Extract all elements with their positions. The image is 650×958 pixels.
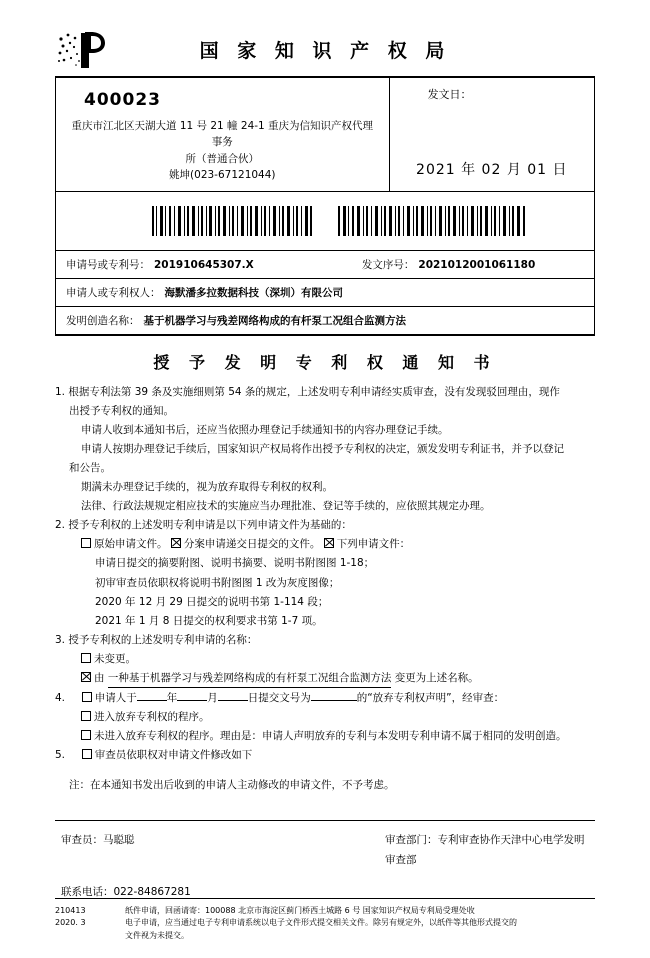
department-label: 审查部门： bbox=[385, 834, 438, 847]
phone-label: 联系电话： bbox=[61, 886, 114, 899]
checkbox-title-unchanged[interactable] bbox=[81, 653, 91, 663]
document-header bbox=[55, 28, 595, 78]
dispatch-number-value: 2021012001061180 bbox=[418, 259, 536, 272]
postcode: 400023 bbox=[84, 90, 161, 110]
notice-body bbox=[55, 383, 595, 794]
checkbox-examiner-amendment[interactable] bbox=[82, 749, 92, 759]
address-line-1: 重庆市江北区天湖大道 11 号 21 幢 24-1 重庆为信知识产权代理事务 bbox=[71, 120, 374, 149]
issue-date-cell bbox=[390, 78, 594, 191]
examiner-label: 审查员： bbox=[61, 834, 103, 847]
item4-text-a: 申请人于 bbox=[94, 691, 137, 704]
examiner-field bbox=[61, 831, 135, 851]
invention-label: 发明创造名称： bbox=[66, 315, 140, 328]
barcode-row bbox=[56, 192, 594, 251]
field-row-numbers bbox=[56, 251, 594, 279]
option-original-label: 原始申请文件。 bbox=[94, 538, 168, 551]
address-line-3: 姚坤(023-67121044) bbox=[169, 168, 276, 181]
department-value-2: 审查部 bbox=[385, 853, 417, 866]
doc-line-3: 2020 年 12 月 29 日提交的说明书第 1-114 段； bbox=[95, 595, 329, 608]
examiner-name: 马聪聪 bbox=[103, 834, 135, 847]
applicant-value: 海默潘多拉数据科技（深圳）有限公司 bbox=[164, 287, 343, 300]
field-row-invention bbox=[56, 307, 594, 335]
waiver-docno-blank[interactable] bbox=[311, 700, 357, 701]
item1-para2b: 和公告。 bbox=[69, 462, 111, 475]
checkbox-not-enter-waiver[interactable] bbox=[81, 730, 91, 740]
item4-text-d: 日提交文号为 bbox=[247, 691, 311, 704]
item4-option1-label: 进入放弃专利权的程序。 bbox=[94, 710, 210, 723]
checkbox-divisional-documents[interactable] bbox=[171, 538, 181, 548]
footer-text-3: 文件视为未提交。 bbox=[125, 930, 189, 940]
checkbox-original-documents[interactable] bbox=[81, 538, 91, 548]
gov-title: 国 家 知 识 产 权 局 bbox=[199, 40, 451, 62]
field-row-applicant bbox=[56, 279, 594, 307]
option-unchanged-label: 未变更。 bbox=[94, 652, 136, 665]
item5-line bbox=[55, 746, 595, 764]
footer-text bbox=[125, 905, 595, 942]
issue-date-label: 发文日： bbox=[427, 88, 472, 101]
checkbox-title-changed[interactable] bbox=[81, 672, 91, 682]
changed-original-title: 一种基于机器学习与残差网络构成的有杆泵工况组合监测方法 bbox=[108, 669, 392, 688]
footer-code-1: 210413 bbox=[55, 905, 86, 915]
notice-note: 注：在本通知书发出后收到的申请人主动修改的申请文件，不予考虑。 bbox=[69, 779, 395, 791]
item3-heading: 3. 授予专利权的上述发明专利申请的名称： bbox=[55, 633, 258, 646]
application-number-value: 201910645307.X bbox=[154, 259, 254, 272]
option-changed-prefix: 由 bbox=[94, 671, 105, 684]
item4-text-c: 月 bbox=[207, 691, 218, 704]
item4-text-e: 的“放弃专利权声明”，经审查： bbox=[356, 691, 505, 704]
footer-text-1: 纸件申请，回函请寄：100088 北京市海淀区蓟门桥西土城路 6 号 国家知识产权局专利局受理处收 bbox=[125, 905, 475, 915]
invention-field bbox=[56, 313, 416, 328]
option-following-label: 下列申请文件： bbox=[336, 538, 411, 551]
invention-value: 基于机器学习与残差网络构成的有杆泵工况组合监测方法 bbox=[143, 315, 406, 328]
item3-option-unchanged bbox=[55, 650, 595, 668]
phone-value: 022-84867281 bbox=[113, 886, 191, 899]
item4-number: 4. bbox=[55, 691, 66, 704]
item1-para3: 期满未办理登记手续的，视为放弃取得专利权的权利。 bbox=[81, 481, 333, 494]
item1-line1: 1. 根据专利法第 39 条及实施细则第 54 条的规定，上述发明专利申请经实质审查，没有发现驳回理由，现作 bbox=[55, 386, 560, 399]
footer-codes bbox=[55, 905, 107, 942]
item5-label: 审查员依职权对申请文件修改如下 bbox=[94, 748, 253, 761]
dispatch-number-label: 发文序号： bbox=[361, 259, 415, 272]
footer-text-2: 电子申请，应当通过电子专利申请系统以电子文件形式提交相关文件。除另有规定外，以纸件等其他形式提交的 bbox=[125, 918, 517, 928]
address-line-2: 所（普通合伙） bbox=[185, 152, 260, 165]
doc-line-4: 2021 年 1 月 8 日提交的权利要求书第 1-7 项。 bbox=[95, 614, 323, 627]
checkbox-following-documents[interactable] bbox=[324, 538, 334, 548]
signature-block bbox=[55, 820, 595, 905]
document-footer bbox=[55, 898, 595, 942]
applicant-field bbox=[56, 285, 353, 300]
notice-frame bbox=[55, 78, 595, 336]
option-changed-suffix: 变更为上述名称。 bbox=[394, 671, 479, 684]
waiver-month-blank[interactable] bbox=[177, 700, 207, 701]
footer-code-2: 2020. 3 bbox=[55, 918, 86, 928]
item4-text-b: 年 bbox=[166, 691, 178, 704]
waiver-day-blank[interactable] bbox=[218, 700, 248, 701]
page-title: 授 予 发 明 专 利 权 通 知 书 bbox=[153, 353, 497, 373]
checkbox-waiver-statement[interactable] bbox=[82, 692, 92, 702]
item2-options bbox=[55, 535, 595, 553]
item2-heading: 2. 授予专利权的上述发明专利申请是以下列申请文件为基础的： bbox=[55, 519, 352, 532]
dispatch-number-field bbox=[352, 257, 594, 272]
waiver-year-blank[interactable] bbox=[137, 700, 167, 701]
department-field bbox=[385, 831, 585, 871]
item4-option-2 bbox=[55, 727, 595, 745]
barcode-icon-right bbox=[338, 206, 498, 236]
barcode-icon-left bbox=[152, 206, 312, 236]
item4-line bbox=[55, 689, 595, 707]
item1-para2: 申请人按期办理登记手续后，国家知识产权局将作出授予专利权的决定，颁发发明专利证书，并予以登记 bbox=[81, 443, 564, 456]
doc-line-2: 初审审查员依职权将说明书附图图 1 改为灰度图像； bbox=[95, 576, 340, 589]
patent-grant-notice-page bbox=[0, 28, 650, 958]
application-number-field bbox=[56, 257, 352, 272]
option-divisional-label: 分案申请递交日提交的文件。 bbox=[183, 538, 321, 551]
application-number-label: 申请号或专利号： bbox=[66, 259, 150, 272]
item1-para4: 法律、行政法规规定相应技术的实施应当办理批准、登记等手续的，应依照其规定办理。 bbox=[81, 500, 491, 513]
item1-para1: 申请人收到本通知书后，还应当依照办理登记手续通知书的内容办理登记手续。 bbox=[81, 424, 449, 437]
item4-option2-label: 未进入放弃专利权的程序。理由是：申请人声明放弃的专利与本发明专利申请不属于相同的发明创造。 bbox=[94, 729, 567, 742]
department-value: 专利审查协作天津中心电学发明 bbox=[437, 834, 585, 847]
address-cell bbox=[56, 78, 390, 191]
doc-line-1: 申请日提交的摘要附图、说明书摘要、说明书附图图 1-18； bbox=[95, 557, 375, 570]
checkbox-enter-waiver[interactable] bbox=[81, 711, 91, 721]
address-row bbox=[56, 78, 594, 192]
item1-line2: 出授予专利权的通知。 bbox=[69, 405, 174, 418]
item5-number: 5. bbox=[55, 748, 66, 761]
item4-option-1 bbox=[55, 708, 595, 726]
item3-option-changed bbox=[55, 669, 595, 688]
applicant-label: 申请人或专利权人： bbox=[66, 287, 161, 300]
issue-date-value: 2021 年 02 月 01 日 bbox=[416, 162, 568, 179]
